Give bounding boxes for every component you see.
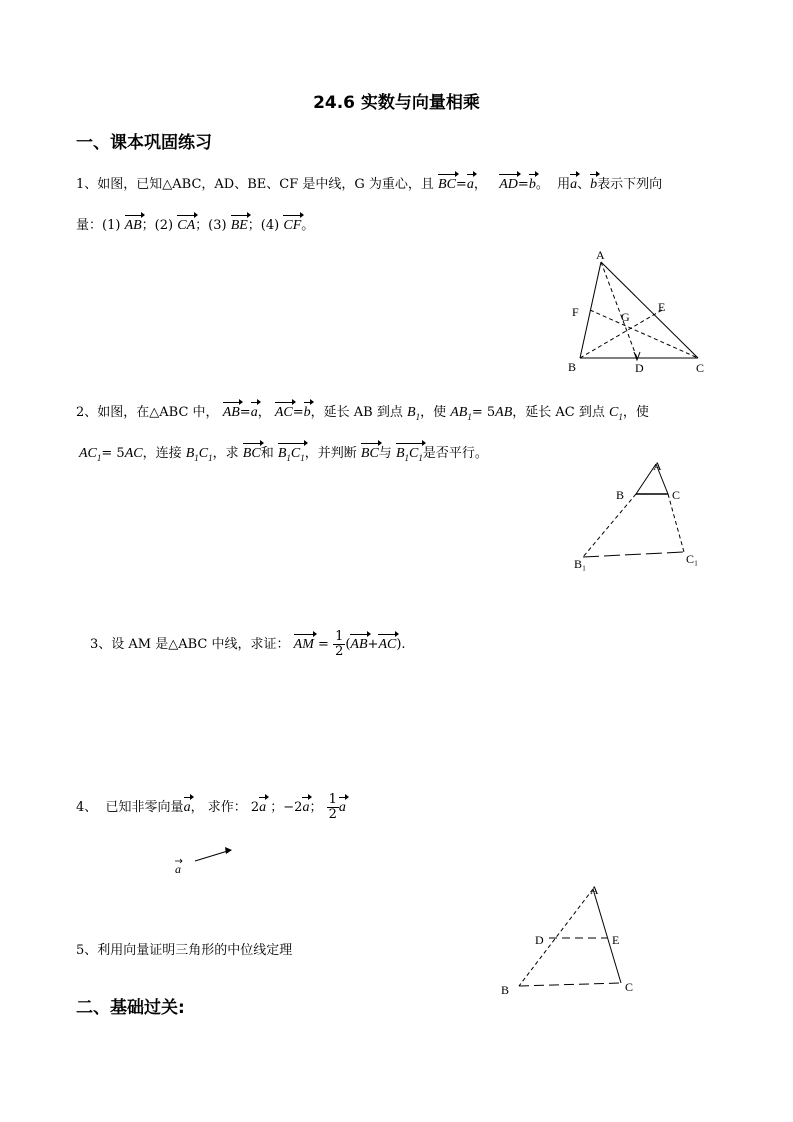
vector-ab: AB (350, 633, 367, 653)
punct: ； (309, 800, 323, 815)
question-text: 已知非零向量 (105, 800, 184, 815)
punct: ；(4) (247, 218, 280, 233)
equals-sign: = (292, 405, 304, 420)
segment-b1c1: $B_1C_1$ (185, 446, 213, 463)
vector-bc: BC (361, 442, 379, 462)
question-3 (90, 630, 406, 659)
punct: ；(2) (141, 218, 174, 233)
question-text: 用 (557, 177, 571, 192)
vector-be: BE (231, 214, 248, 234)
question-text: ，使 (622, 405, 649, 420)
coef-2: 2 (250, 800, 260, 815)
equals-five: = 5 (101, 446, 125, 461)
point-label-d: D (535, 933, 544, 947)
vertex-label-b: B (616, 488, 625, 502)
question-number: 3、 (90, 637, 112, 652)
page-title: 24.6 实数与向量相乘 (313, 93, 480, 113)
vector-ca: CA (177, 214, 195, 234)
question-text: 如图，在△ABC 中， (97, 405, 219, 420)
paren: ( (345, 637, 351, 652)
vector-a: a (467, 173, 474, 193)
question-4 (76, 793, 346, 822)
question-text: ，延长 AC 到点 (512, 405, 605, 420)
point-label-d: D (635, 361, 644, 375)
question-text: 利用向量证明三角形的中位线定理 (97, 943, 293, 958)
point-label-f: F (572, 305, 579, 319)
question-2-line-1 (76, 401, 649, 425)
vector-ad: AD (499, 173, 518, 193)
equals-five: = 5 (471, 405, 496, 420)
segment-ab: AB (495, 405, 513, 420)
point-b1: $B_1$ (407, 405, 421, 422)
vector-a: a (251, 401, 258, 421)
question-text: 设 AM 是△ABC 中线，求证： (111, 637, 290, 652)
equals-sign: = (517, 177, 529, 192)
question-5 (76, 943, 292, 959)
figure-4-vector (170, 843, 240, 877)
segment-ab1: $AB_1$ (450, 405, 472, 422)
equals-sign: = (318, 637, 329, 652)
vector-label-a: a (175, 862, 181, 876)
point-c1: $C_1$ (609, 405, 623, 422)
vector-a: a (339, 796, 346, 816)
vector-b: b (529, 173, 536, 193)
question-text: ， 求作： (190, 800, 247, 815)
vector-a: a (259, 796, 266, 816)
vertex-label-a: A (596, 248, 605, 262)
fraction-one-half: $\frac{1}{2}$ (335, 629, 344, 659)
section-heading-2: 二、基础过关: (76, 998, 185, 1018)
equals-sign: = (455, 177, 467, 192)
question-text: 量：(1) (76, 218, 121, 233)
figure-5-triangle (497, 880, 647, 1000)
question-number: 4、 (76, 800, 98, 815)
punct: 、 (577, 177, 591, 192)
vector-a: a (302, 796, 309, 816)
figure-2-triangle (568, 456, 708, 576)
question-text: 表示下列向 (597, 177, 663, 192)
vector-a: a (570, 173, 577, 193)
vector-ab: AB (125, 214, 142, 234)
vertex-label-a: A (590, 883, 599, 897)
vector-ac: AC (275, 401, 293, 421)
question-number: 2、 (76, 405, 98, 420)
question-text: ，连接 (142, 446, 182, 461)
vector-bc: BC (438, 173, 456, 193)
vector-cf: CF (283, 214, 301, 234)
vector-b: b (304, 401, 311, 421)
question-2-line-2 (79, 442, 488, 466)
question-text: ，求 (212, 446, 239, 461)
punct: ；(3) (195, 218, 227, 233)
point-label-g: G (621, 310, 630, 324)
punct: ； (270, 800, 284, 815)
vector-b1c1: $B_1C_1$ (278, 442, 305, 466)
vector-a: a (184, 796, 191, 816)
punct: ， (257, 405, 271, 420)
vector-bc: BC (243, 442, 261, 462)
vector-ac: AC (378, 633, 396, 653)
coef-neg-2: −2 (283, 800, 303, 815)
segment-ac: AC (124, 446, 143, 461)
question-text: 如图，已知△ABC，AD、BE、CF 是中线，G 为重心，且 (97, 177, 434, 192)
question-1-line-1 (76, 173, 662, 193)
question-number: 1、 (76, 177, 98, 192)
vertex-label-b: B (568, 360, 577, 374)
vertex-label-b: B (501, 983, 510, 997)
punct: 。 (535, 177, 549, 192)
segment-ac1: $AC_1$ (79, 446, 102, 463)
question-1-line-2 (76, 214, 314, 234)
point-label-e: E (612, 933, 620, 947)
vertex-label-c: C (625, 980, 634, 994)
figure-1-triangle (555, 248, 715, 382)
vertex-label-b1: B₁ (574, 557, 587, 571)
question-text: ，使 (420, 405, 447, 420)
vertex-label-c: C (672, 488, 681, 502)
vertex-label-a: A (653, 459, 662, 473)
punct: 。 (301, 218, 315, 233)
fraction-one-half: $\frac{1}{2}$ (328, 792, 337, 822)
paren: ). (396, 637, 406, 652)
equals-sign: = (239, 405, 251, 420)
punct: ， (473, 177, 487, 192)
question-text: ，并判断 (304, 446, 357, 461)
vector-am: AM (294, 633, 314, 653)
vertex-label-c1: C₁ (686, 552, 699, 566)
plus-sign: + (367, 637, 379, 652)
section-heading-1: 一、课本巩固练习 (76, 133, 212, 153)
vector-b1c1: $B_1C_1$ (396, 442, 423, 466)
question-text: 与 (378, 446, 392, 461)
question-text: ，延长 AB 到点 (310, 405, 403, 420)
vector-b: b (590, 173, 597, 193)
question-text: 和 (260, 446, 274, 461)
question-text: 是否平行。 (422, 446, 488, 461)
vector-ab: AB (223, 401, 240, 421)
vertex-label-c: C (696, 361, 705, 375)
point-label-e: E (658, 300, 666, 314)
question-number: 5、 (76, 943, 98, 958)
